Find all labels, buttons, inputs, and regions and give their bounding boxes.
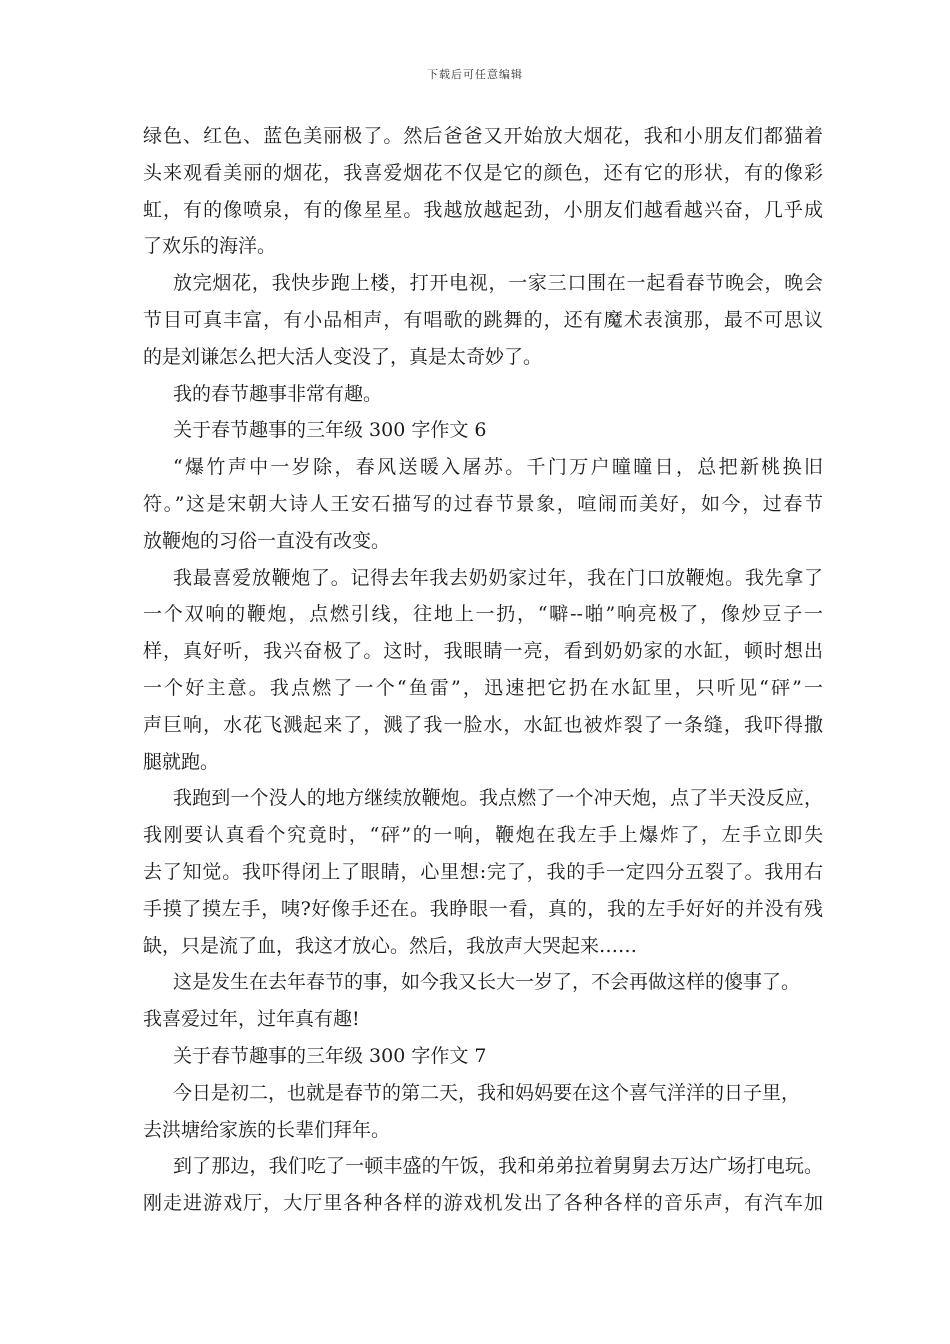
- text-line: 放鞭炮的习俗一直没有改变。: [143, 529, 391, 552]
- text-line: 的是刘谦怎么把大活人变没了，真是太奇妙了。: [143, 345, 543, 368]
- text-line: 去洪塘给家族的长辈们拜年。: [143, 1118, 391, 1141]
- text-line: 手摸了摸左手，咦?好像手还在。我睁眼一看，真的，我的左手好好的并没有残: [143, 897, 823, 920]
- text-line: 关于春节趣事的三年级 300 字作文 6: [173, 419, 487, 442]
- text-line: 去了知觉。我吓得闭上了眼睛，心里想:完了，我的手一定四分五裂了。我用右: [143, 860, 823, 883]
- text-line: 我喜爱过年，过年真有趣!: [143, 1008, 360, 1031]
- text-line: 节目可真丰富，有小品相声，有唱歌的跳舞的，还有魔术表演那，最不可思议: [143, 308, 823, 331]
- text-line: 关于春节趣事的三年级 300 字作文 7: [173, 1044, 487, 1067]
- text-line: 到了那边，我们吃了一顿丰盛的午饭，我和弟弟拉着舅舅去万达广场打电玩。: [173, 1155, 823, 1178]
- text-line: “爆竹声中一岁除，春风送暖入屠苏。千门万户曈曈日，总把新桃换旧: [173, 456, 823, 479]
- text-line: 我跑到一个没人的地方继续放鞭炮。我点燃了一个冲天炮，点了半天没反应，: [173, 787, 823, 810]
- text-line: 我最喜爱放鞭炮了。记得去年我去奶奶家过年，我在门口放鞭炮。我先拿了: [173, 566, 823, 589]
- text-line: 缺，只是流了血，我这才放心。然后，我放声大哭起来……: [143, 934, 638, 957]
- document-body: [143, 118, 823, 1222]
- text-line: 头来观看美丽的烟花，我喜爱烟花不仅是它的颜色，还有它的形状，有的像彩: [143, 161, 823, 184]
- text-line: 这是发生在去年春节的事，如今我又长大一岁了，不会再做这样的傻事了。: [173, 971, 801, 994]
- page-header: 下载后可任意编辑: [427, 68, 523, 81]
- text-line: 声巨响，水花飞溅起来了，溅了我一脸水，水缸也被炸裂了一条缝，我吓得撒: [143, 713, 823, 736]
- text-line: 样，真好听，我兴奋极了。这时，我眼睛一亮，看到奶奶家的水缸，顿时想出: [143, 640, 823, 663]
- text-line: 虹，有的像喷泉，有的像星星。我越放越起劲，小朋友们越看越兴奋，几乎成: [143, 198, 823, 221]
- text-line: 我的春节趣事非常有趣。: [173, 382, 383, 405]
- text-line: 了欢乐的海洋。: [143, 235, 277, 258]
- text-line: 今日是初二，也就是春节的第二天，我和妈妈要在这个喜气洋洋的日子里，: [173, 1081, 801, 1104]
- text-line: 一个双响的鞭炮，点燃引线，往地上一扔，“噼--啪”响亮极了，像炒豆子一: [143, 603, 823, 626]
- text-line: 刚走进游戏厅，大厅里各种各样的游戏机发出了各种各样的音乐声，有汽车加: [143, 1192, 823, 1215]
- text-line: 我刚要认真看个究竟时，“砰”的一响，鞭炮在我左手上爆炸了，左手立即失: [143, 824, 823, 847]
- text-line: 放完烟花，我快步跑上楼，打开电视，一家三口围在一起看春节晚会，晚会: [173, 272, 823, 295]
- text-line: 腿就跑。: [143, 750, 220, 773]
- text-line: 绿色、红色、蓝色美丽极了。然后爸爸又开始放大烟花，我和小朋友们都猫着: [143, 125, 823, 147]
- text-line: 一个好主意。我点燃了一个“鱼雷”，迅速把它扔在水缸里，只听见“砰”一: [143, 676, 823, 699]
- text-line: 符。”这是宋朝大诗人王安石描写的过春节景象，喧闹而美好，如今，过春节: [143, 492, 823, 515]
